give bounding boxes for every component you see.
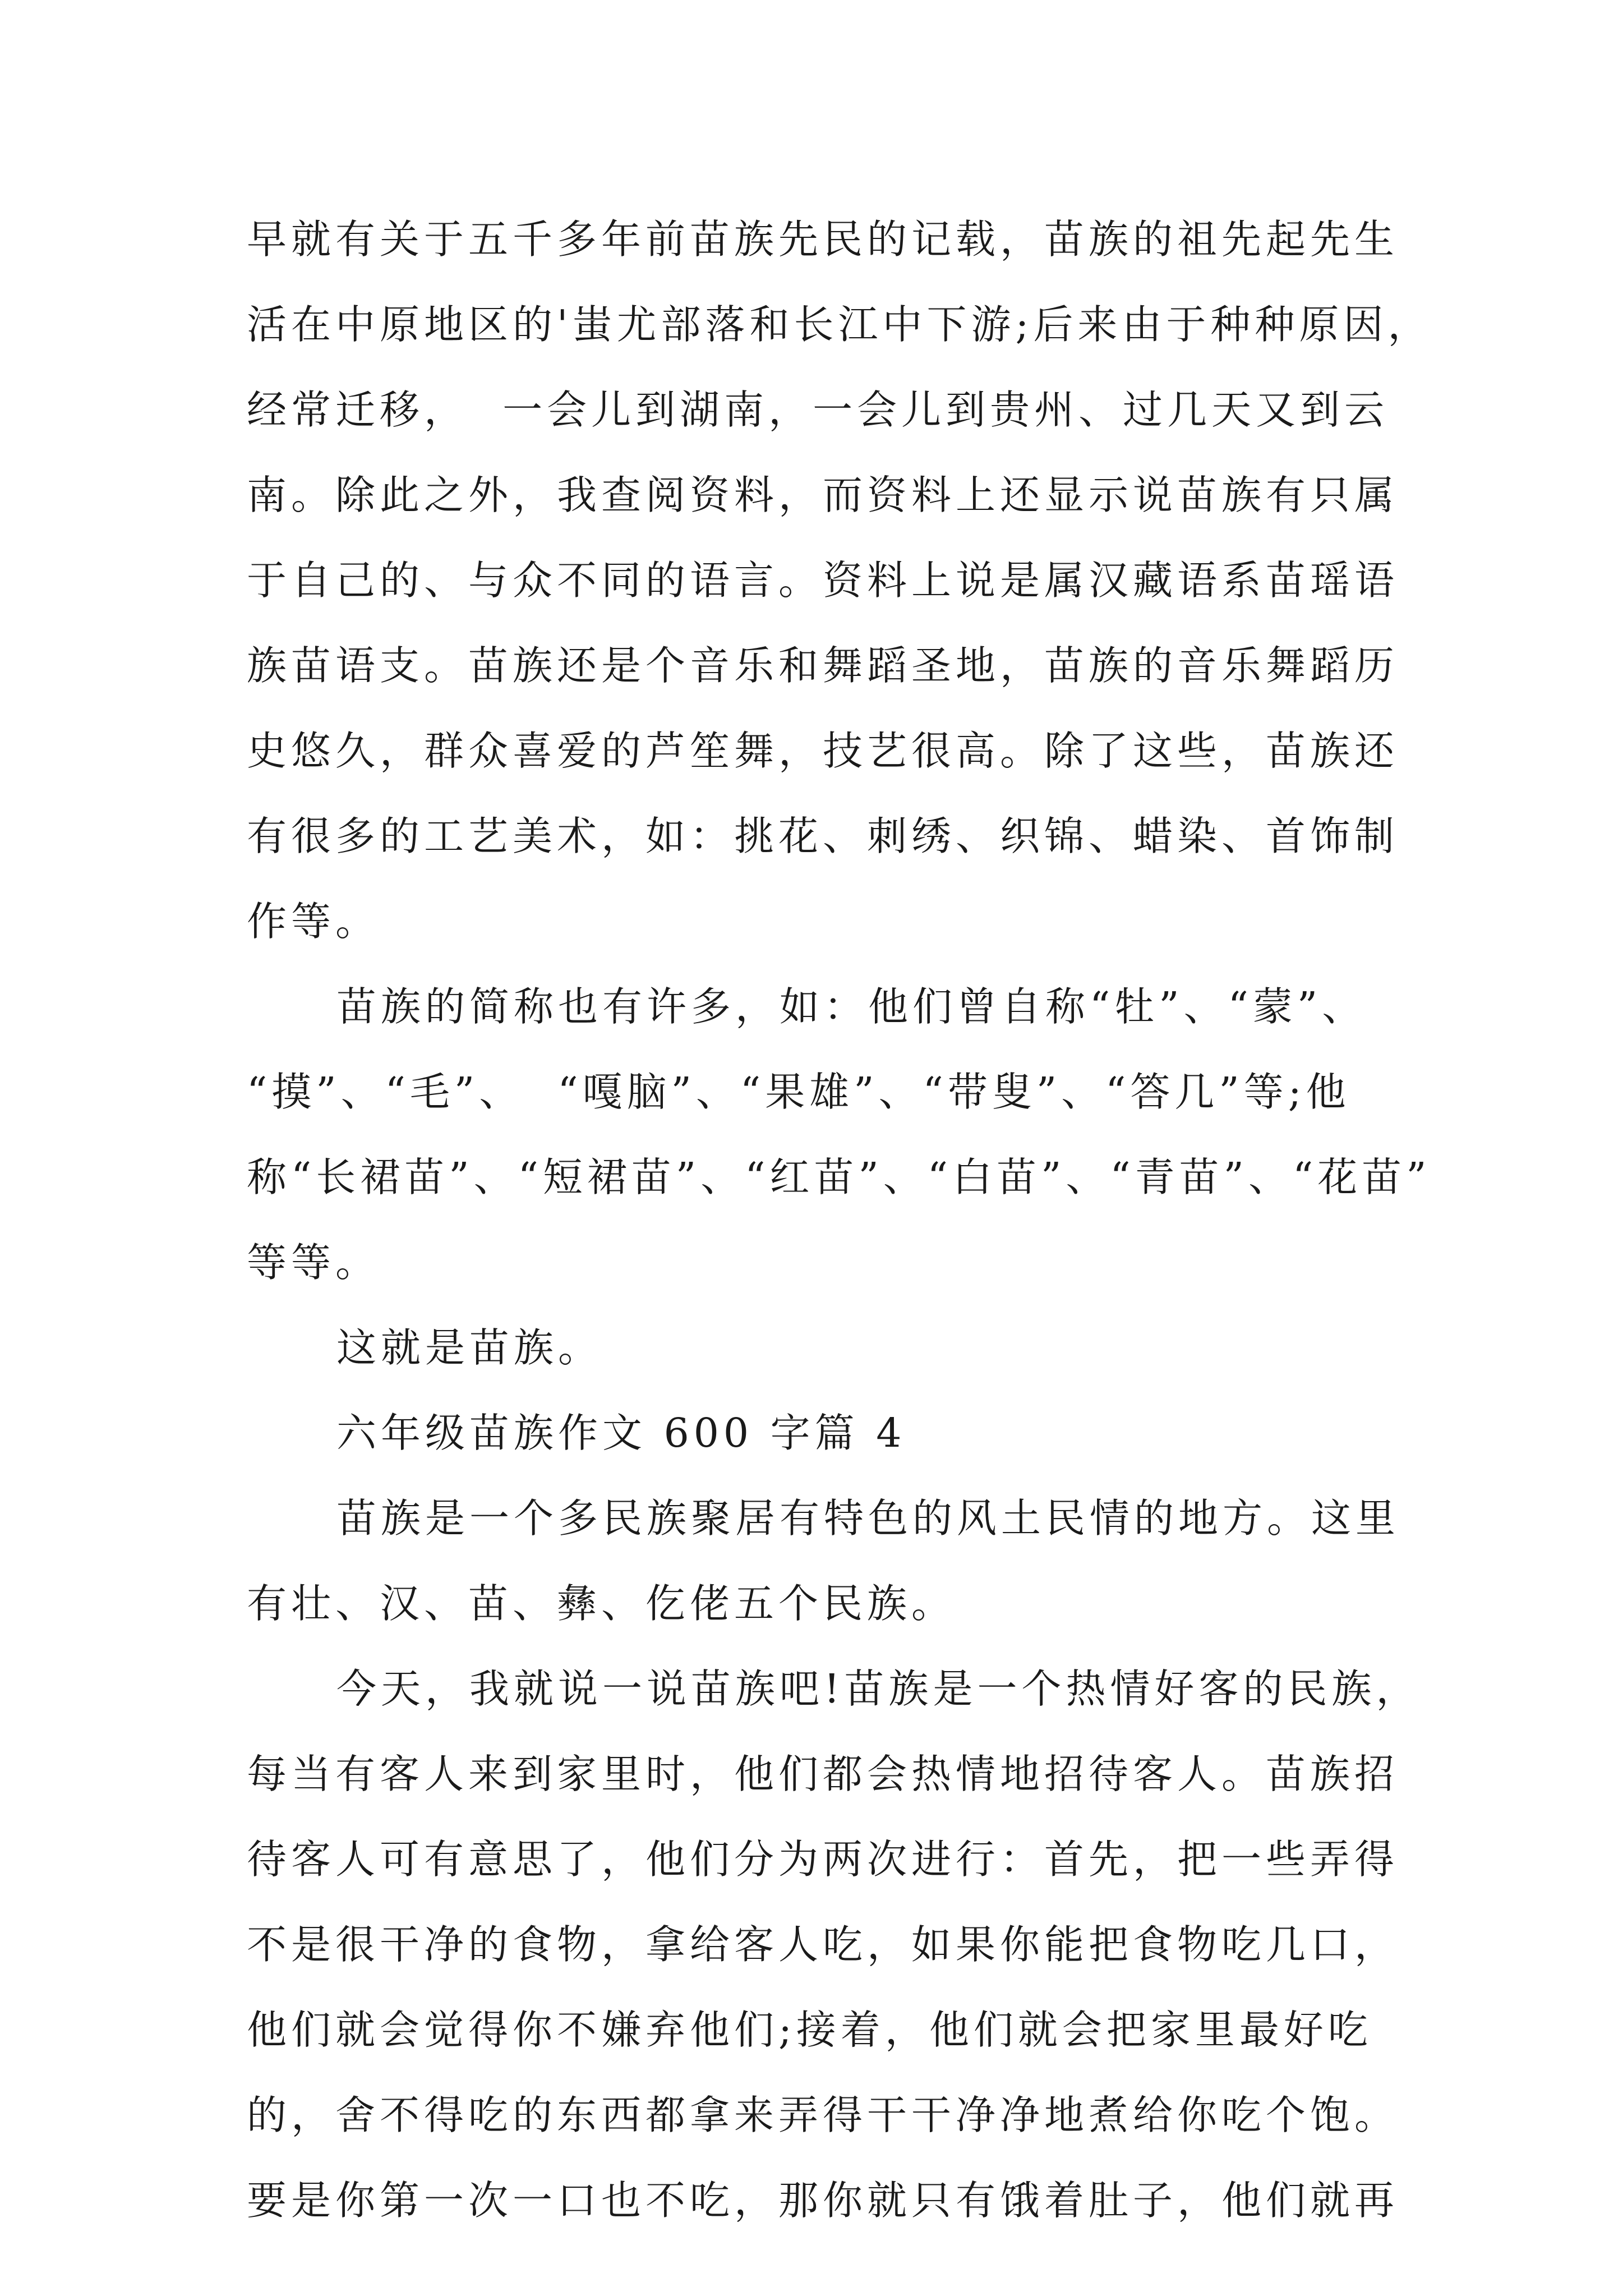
text-line-3: 经常迁移， 一会儿到湖南，一会儿到贵州、过几天又到云 <box>247 386 1389 433</box>
text-line-16: 苗族是一个多民族聚居有特色的风土民情的地方。这里 <box>336 1495 1400 1542</box>
text-line-6: 族苗语支。苗族还是个音乐和舞蹈圣地，苗族的音乐舞蹈历 <box>247 642 1399 689</box>
text-line-10: 苗族的简称也有许多，如：他们曾自称“牡”、“蒙”、 <box>336 983 1367 1030</box>
text-line-1: 早就有关于五千多年前苗族先民的记载，苗族的祖先起先生 <box>247 216 1399 263</box>
text-line-24: 要是你第一次一口也不吃，那你就只有饿着肚子，他们就再 <box>247 2177 1399 2224</box>
text-line-13: 等等。 <box>247 1239 380 1286</box>
text-line-18: 今天，我就说一说苗族吧!苗族是一个热情好客的民族， <box>336 1665 1421 1712</box>
text-line-9: 作等。 <box>247 898 380 945</box>
text-line-22: 他们就会觉得你不嫌弃他们;接着，他们就会把家里最好吃 <box>247 2007 1372 2053</box>
text-line-14: 这就是苗族。 <box>336 1324 603 1371</box>
text-line-12: 称“长裙苗”、“短裙苗”、“红苗”、“白苗”、“青苗”、“花苗” <box>247 1154 1431 1200</box>
text-line-4: 南。除此之外，我查阅资料，而资料上还显示说苗族有只属 <box>247 472 1399 518</box>
text-line-8: 有很多的工艺美术，如：挑花、刺绣、织锦、蜡染、首饰制 <box>247 813 1399 859</box>
text-line-7: 史悠久，群众喜爱的芦笙舞，技艺很高。除了这些，苗族还 <box>247 728 1399 774</box>
text-line-21: 不是很干净的食物，拿给客人吃，如果你能把食物吃几口， <box>247 1921 1399 1968</box>
text-line-5: 于自己的、与众不同的语言。资料上说是属汉藏语系苗瑶语 <box>247 557 1399 604</box>
text-line-19: 每当有客人来到家里时，他们都会热情地招待客人。苗族招 <box>247 1751 1399 1797</box>
text-line-2: 活在中原地区的'蚩尤部落和长江中下游;后来由于种种原因， <box>247 301 1432 348</box>
section-heading: 六年级苗族作文 600 字篇 4 <box>336 1410 906 1456</box>
text-line-11: “摸”、“毛”、 “嘎脑”、“果雄”、“带叟”、“答几”等;他 <box>247 1069 1350 1115</box>
text-line-23: 的，舍不得吃的东西都拿来弄得干干净净地煮给你吃个饱。 <box>247 2092 1399 2138</box>
text-line-20: 待客人可有意思了，他们分为两次进行：首先，把一些弄得 <box>247 1836 1399 1883</box>
text-line-17: 有壮、汉、苗、彝、仡佬五个民族。 <box>247 1580 956 1627</box>
